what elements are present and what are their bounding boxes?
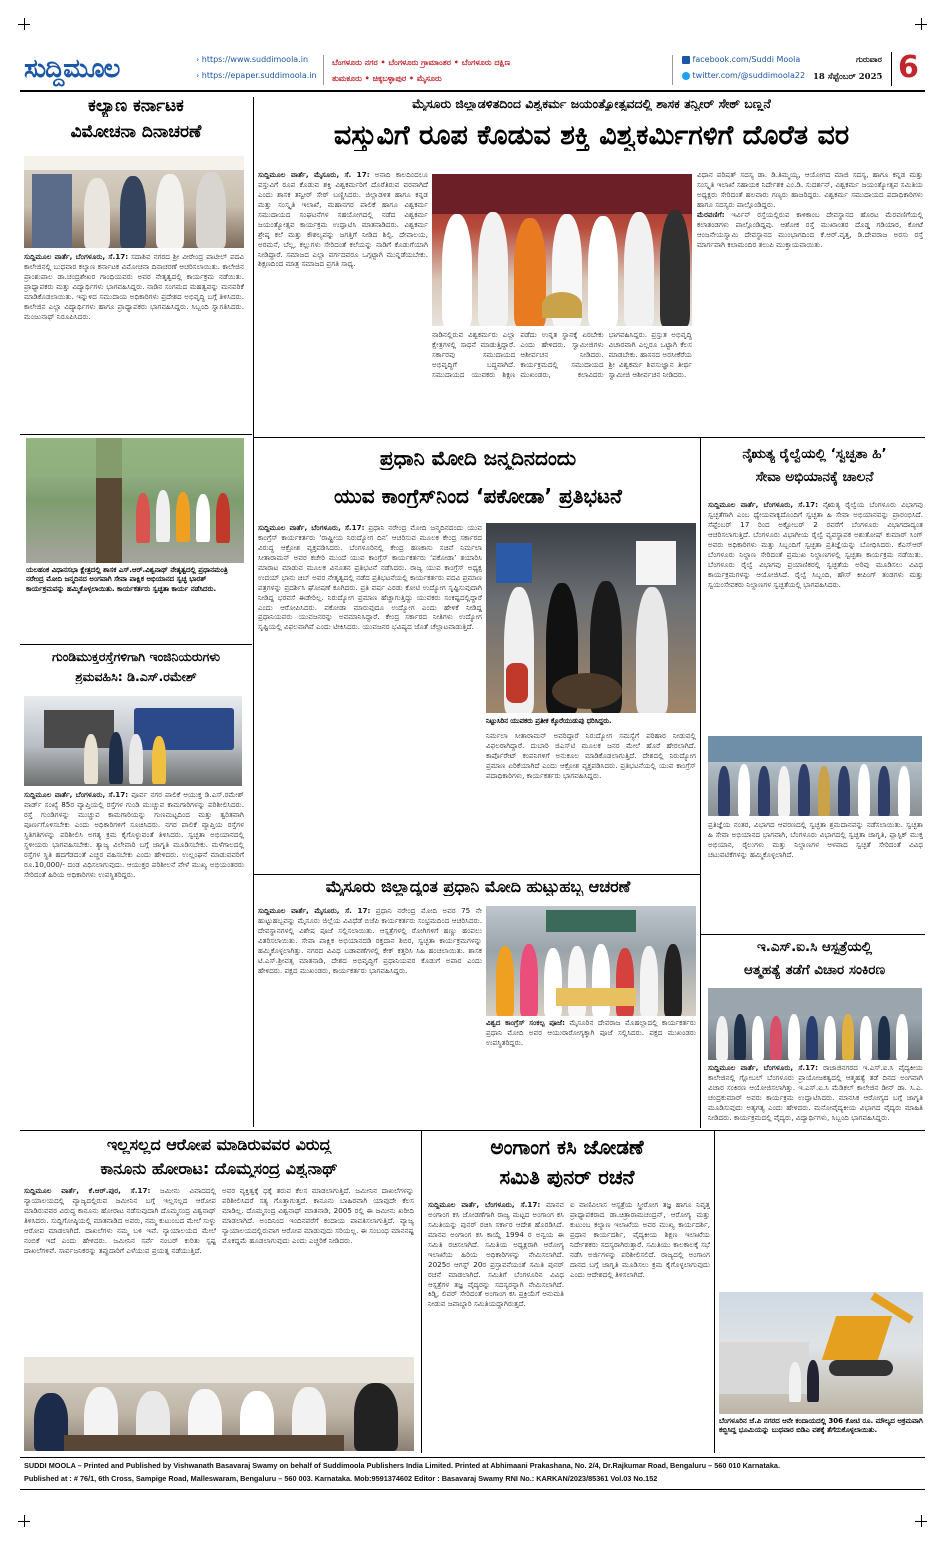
- anganga-headline-2: ಸಮಿತಿ ಪುನರ್ ರಚನೆ: [499, 1166, 635, 1189]
- day-label: ಗುರುವಾರ: [856, 55, 882, 64]
- epaper-link[interactable]: › https://epaper.suddimoola.in: [196, 71, 317, 80]
- pakoda-headline-2: ಯುವ ಕಾಂಗ್ರೆಸ್‌ನಿಂದ ‘ಪಕೋಡಾ’ ಪ್ರತಿಭಟನೆ: [334, 485, 622, 508]
- twitter-link[interactable]: twitter.com/@suddimoola22: [682, 71, 805, 80]
- illasallada-headline-1: ಇಲ್ಲಸಲ್ಲದ ಆರೋಪ ಮಾಡಿರುವವರ ವಿರುದ್ಧ: [106, 1136, 332, 1154]
- yalahanka-photo: [26, 438, 244, 563]
- vishwakarma-body-right: ವಿಧಾನ ಪರಿಷತ್ ಸದಸ್ಯ ಡಾ. ಡಿ.ತಿಮ್ಮಯ್ಯ, ಆಯೋಗದ ಮಾಜಿ ಸದಸ್ಯ, ಹಾಗೂ ಕನ್ನಡ ಮತ್ತು ಸಂಸ್ಕೃತಿ ಇಲಾಖೆ ಸಹಾಯಕ ನಿರ್ದೇಶಕ ಎಂ.ಡಿ. ಸುದರ್ಶನ್, ವಿಶ್ವಕರ್ಮ ಜಯಂತ್ಯೋತ್ಸವ ಸಮಿತಿಯ ಅಧ್ಯಕ್ಷರು ಸೇರಿದಂತೆ ಹಲವಾರು ಗಣ್ಯರು ಹಾಜರಿದ್ದರು. ವಿಶ್ವಕರ್ಮ ಸಮುದಾಯದ ಪದಾಧಿಕಾರಿಗಳು ಹಾಗೂ ಸದಸ್ಯರು ಪಾಲ್ಗೊಂಡಿದ್ದರು. ಮೆರವಣಿಗೆ: ಇರ್ವಿನ್ ರಸ್ತೆಯಲ್ಲಿರುವ ಕಾಳಿಕಾಂಬ ದೇವಸ್ಥಾನದ ಹೊರಟ ಮೆರವಣಿಗೆಯಲ್ಲಿ ಕಲಾತಂಡಗಳು ಪಾಲ್ಗೊಂಡಿದ್ದವು. ಆಶೋಕ ರಸ್ತೆ ಮುಖಾಂತರ ದೊಡ್ಡ ಗಡಿಯಾರ, ಕೋಟೆ ಆಂಜನೇಯಸ್ವಾಮಿ ದೇವಸ್ಥಾನದ ಮುಂಭಾಗದಿಂದ ಕೆ.ಆರ್.ವೃತ್ತ, ಡಿ.ದೇವರಾಜ ಅರಸು ರಸ್ತೆ ಮಾರ್ಗವಾಗಿ ಕಲಾಮಂದಿರ ತಲುಪಿ ಮುಕ್ತಾಯವಾಯಿತು.: [697, 170, 923, 249]
- esic-headline-1: ಇ.ಎಸ್.ಐ.ಸಿ ಆಸ್ಪತ್ರೆಯಲ್ಲಿ: [756, 940, 873, 955]
- illasallada-headline-2: ಕಾನೂನು ಹೋರಾಟ: ದೊಮ್ಮಸಂದ್ರ ವಿಶ್ವನಾಥ್: [100, 1160, 338, 1178]
- swachhata-body-2: ಪ್ರತಿಜ್ಞೆಯ ನಂತರ, ವಿಭಾಗದ ಆವರಣದಲ್ಲಿ ಸ್ವಚ್ಛತಾ ಶ್ರಮದಾನವನ್ನು ನಡೆಸಲಾಯಿತು. ಸ್ವಚ್ಛತಾ ಹಿ ಸೇವಾ ಅಭಿಯಾನದ ಭಾಗವಾಗಿ, ಬೆಂಗಳೂರು ವಿಭಾಗದಲ್ಲಿ ಸ್ವಚ್ಛತಾ ಜಾಗೃತಿ, ಪ್ಲಾಸ್ಟಿಕ್ ಮುಕ್ತ ಅಭಿಯಾನ, ರೈಲುಗಳು ಮತ್ತು ನಿಲ್ದಾಣಗಳ ಆಳವಾದ ಸ್ವಚ್ಛತೆ ಸೇರಿದಂತೆ ವಿವಿಧ ಚಟುವಟಿಕೆಗಳನ್ನು ಹಮ್ಮಿಕೊಳ್ಳಲಾಗಿದೆ.: [708, 820, 923, 859]
- globe-icon: ›: [196, 71, 200, 80]
- footer-imprint-1: SUDDI MOOLA – Printed and Published by Vishwanath Basavaraj Swamy on behalf of Suddimoola Publishers India Limited. Printed at Abhimaani Prakashana, No. 2/4, Dr.Rajkumar Road, Bengaluru – 560 010 Karnataka.: [24, 1461, 780, 1470]
- vishwakarma-photo: [432, 174, 692, 326]
- pakoda-headline-1: ಪ್ರಧಾನಿ ಮೋದಿ ಜನ್ಮದಿನದಂದು: [379, 447, 577, 470]
- facebook-icon: [682, 56, 690, 64]
- pakoda-body-right: ನಿರ್ಮಲಾ ಸೀತಾರಾಮನ್ ಅವರಿದ್ದಾರೆ ನಿರುದ್ಯೋಗ ಸಮಸ್ಯೆಗೆ ಪರಿಹಾರ ನೀಡುವಲ್ಲಿ ವಿಫಲರಾಗಿದ್ದಾರೆ. ದುಬಾರಿ ಜಿಎಸ್‌ಟಿ ಮೂಲಕ ಜನರ ಮೇಲೆ ಹೊರೆ ಹೇರಲಾಗಿದೆ. ಕಾರ್ಪೊರೇಟ್ ಕಂಪನಿಗಳಿಗೆ ಅನುಕೂಲ ಮಾಡಿಕೊಡಲಾಗುತ್ತಿದೆ. ದೇಶದಲ್ಲಿ ನಿರುದ್ಯೋಗ ಪ್ರಮಾಣ ಏರಿಕೆಯಾಗಿದೆ ಎಂದು ಆಕ್ರೋಶ ವ್ಯಕ್ತಪಡಿಸಿದರು. ಪ್ರತಿಭಟನೆಯಲ್ಲಿ ಯುವ ಕಾಂಗ್ರೆಸ್ ಪದಾಧಿಕಾರಿಗಳು, ಕಾರ್ಯಕರ್ತರು ಭಾಗವಹಿಸಿದ್ದರು.: [486, 731, 696, 780]
- mysuru-bday-body: ಸುದ್ದಿಮೂಲ ವಾರ್ತೆ, ಮೈಸೂರು, ಸೆ. 17: ಪ್ರಧಾನಿ ನರೇಂದ್ರ ಮೋದಿ ಅವರ 75 ನೇ ಹುಟ್ಟುಹಬ್ಬವನ್ನು ಮೈಸೂರು ಜಿಲ್ಲೆಯ ವಿವಿಧೆಡೆ ಬಿಜೆಪಿ ಕಾರ್ಯಕರ್ತರು ಸಂಭ್ರಮದಿಂದ ಆಚರಿಸಿದರು. ದೇವಸ್ಥಾನಗಳಲ್ಲಿ ವಿಶೇಷ ಪೂಜೆ ಸಲ್ಲಿಸಲಾಯಿತು. ಆಸ್ಪತ್ರೆಗಳಲ್ಲಿ ರೋಗಿಗಳಿಗೆ ಹಣ್ಣು ಹಂಪಲು ವಿತರಿಸಲಾಯಿತು. ಸೇವಾ ಪಾಕ್ಷಿಕ ಅಭಿಯಾನದಡಿ ರಕ್ತದಾನ ಶಿಬಿರ, ಸ್ವಚ್ಛತಾ ಕಾರ್ಯಕ್ರಮಗಳನ್ನು ಹಮ್ಮಿಕೊಳ್ಳಲಾಗಿತ್ತು. ನಗರದ ವಿವಿಧ ಬಡಾವಣೆಗಳಲ್ಲಿ ಕೇಕ್ ಕತ್ತರಿಸಿ ಸಿಹಿ ಹಂಚಲಾಯಿತು. ಶಾಸಕ ಟಿ.ಎಸ್.ಶ್ರೀವತ್ಸ ಮಾತನಾಡಿ, ದೇಶದ ಅಭಿವೃದ್ಧಿಗೆ ಪ್ರಧಾನಿಯವರ ಕೊಡುಗೆ ಅಪಾರ ಎಂದು ಹೇಳಿದರು. ಪಕ್ಷದ ಮುಖಂಡರು, ಕಾರ್ಯಕರ್ತರು ಭಾಗವಹಿಸಿದ್ದರು.: [258, 906, 482, 975]
- swachhata-headline-2: ಸೇವಾ ಅಭಿಯಾನಕ್ಕೆ ಚಾಲನೆ: [755, 470, 874, 485]
- anganga-headline-1: ಅಂಗಾಂಗ ಕಸಿ ಜೋಡಣೆ: [490, 1136, 644, 1159]
- date-label: 18 ಸೆಪ್ಟೆಂಬರ್ 2025: [813, 72, 883, 82]
- anganga-body-right: ಐ ವಾಣಿವಿಲಾಸ ಆಸ್ಪತ್ರೆಯ ಸ್ತ್ರೀರೋಗ ತಜ್ಞ ಹಾಗೂ ನಿವೃತ್ತ ಪ್ರಾಧ್ಯಾಪಕರಾದ ಡಾ.ಚಿತ್ರಾರಾಮಚಂದ್ರನ್, ಆರೋಗ್ಯ ಮತ್ತು ಕುಟುಂಬ ಕಲ್ಯಾಣ ಇಲಾಖೆಯ ಅವರ ಮುಖ್ಯ ಕಾರ್ಯದರ್ಶಿ, ಪ್ರಧಾನ ಕಾರ್ಯದರ್ಶಿ, ವೈದ್ಯಕೀಯ ಶಿಕ್ಷಣ ಇಲಾಖೆಯ ನಿರ್ದೇಶಕರು ಸದಸ್ಯರಾಗಿರುತ್ತಾರೆ. ಸಮಿತಿಯು ಕಾಲಕಾಲಕ್ಕೆ ಸಭೆ ನಡೆಸಿ ಅರ್ಜಿಗಳನ್ನು ಪರಿಶೀಲಿಸಲಿದೆ. ರಾಜ್ಯದಲ್ಲಿ ಅಂಗಾಂಗ ದಾನದ ಬಗ್ಗೆ ಜಾಗೃತಿ ಮೂಡಿಸಲು ಕ್ರಮ ಕೈಗೊಳ್ಳಲಾಗುವುದು ಎಂದು ಆದೇಶದಲ್ಲಿ ತಿಳಿಸಲಾಗಿದೆ.: [570, 1200, 710, 1279]
- pakoda-photo: [486, 523, 696, 713]
- gundi-photo: [24, 696, 242, 786]
- gundi-body: ಸುದ್ದಿಮೂಲ ವಾರ್ತೆ, ಬೆಂಗಳೂರು, ಸೆ.17: ಪೂರ್ವ ನಗರ ಪಾಲಿಕೆ ಆಯುಕ್ತ ಡಿ.ಎಸ್.ರಮೇಶ್ ವಾರ್ಡ್ ಸಂಖ್ಯೆ 85ರ ವ್ಯಾಪ್ತಿಯಲ್ಲಿ ರಸ್ತೆಗಳ ಗುಂಡಿ ಮುಚ್ಚುವ ಕಾಮಗಾರಿಗಳನ್ನು ಪರಿಶೀಲಿಸಿದರು. ರಸ್ತೆ ಗುಂಡಿಗಳನ್ನು ಮುಚ್ಚುವ ಕಾಮಗಾರಿಯನ್ನು ಗುಣಮಟ್ಟದಿಂದ ಮತ್ತು ತ್ವರಿತವಾಗಿ ಪೂರ್ಣಗೊಳಿಸಬೇಕು ಎಂದು ಅಧಿಕಾರಿಗಳಿಗೆ ಸೂಚಿಸಿದರು. ನಗರ ಪಾಲಿಕೆ ವ್ಯಾಪ್ತಿಯ ರಸ್ತೆಗಳ ಸ್ಥಿತಿಗತಿಗಳನ್ನು ಪರಿಶೀಲಿಸಿ ಅಗತ್ಯ ಕ್ರಮ ಕೈಗೊಳ್ಳುವಂತೆ ತಿಳಿಸಿದರು. ಸ್ವಚ್ಛತಾ ಅಭಿಯಾನದಲ್ಲಿ ಸ್ಥಳೀಯರು ಭಾಗವಹಿಸಬೇಕು. ತ್ಯಾಜ್ಯ ವಿಲೇವಾರಿ ಬಗ್ಗೆ ಜಾಗೃತಿ ಮೂಡಿಸಬೇಕು. ಮಳೆಗಾಲದಲ್ಲಿ ರಸ್ತೆಗಳ ಸ್ಥಿತಿ ಹದಗೆಡದಂತೆ ಎಚ್ಚರ ವಹಿಸಬೇಕು ಎಂದು ಹೇಳಿದರು. ಉಲ್ಲಂಘನೆ ಮಾಡುವವರಿಗೆ ರೂ.10,000/- ದಂಡ ವಿಧಿಸಲಾಗುವುದು. ಆಯುಕ್ತರ ಪರಿಶೀಲನೆ ವೇಳೆ ಮುಖ್ಯ ಅಭಿಯಂತರರು ಸೇರಿದಂತೆ ಹಿರಿಯ ಅಧಿಕಾರಿಗಳು ಉಪಸ್ಥಿತರಿದ್ದರು.: [24, 790, 244, 879]
- swachhata-body: ಸುದ್ದಿಮೂಲ ವಾರ್ತೆ, ಬೆಂಗಳೂರು, ಸೆ.17: ನೈಋತ್ಯ ರೈಲ್ವೆಯ ಬೆಂಗಳೂರು ವಿಭಾಗವು ಸ್ವಚ್ಛತೆಗಾಗಿ ಎಂಬ ಧ್ಯೇಯವಾಕ್ಯದೊಂದಿಗೆ ಸ್ವಚ್ಛತಾ ಹಿ ಸೇವಾ ಅಭಿಯಾನವನ್ನು ಪ್ರಾರಂಭಿಸಿದೆ. ಸೆಪ್ಟೆಂಬರ್ 17 ರಿಂದ ಅಕ್ಟೋಬರ್ 2 ರವರೆಗೆ ಬೆಂಗಳೂರು ವಿಭಾಗದಾದ್ಯಂತ ಆಚರಿಸಲಾಗುತ್ತಿದೆ. ಬೆಂಗಳೂರು ವಿಭಾಗೀಯ ರೈಲ್ವೆ ವ್ಯವಸ್ಥಾಪಕ ಅಶುತೋಷ್ ಕುಮಾರ್ ಸಿಂಗ್ ಅವರು ಅಧಿಕಾರಿಗಳು ಮತ್ತು ಸಿಬ್ಬಂದಿಗೆ ಸ್ವಚ್ಛತಾ ಪ್ರತಿಜ್ಞೆಯನ್ನು ಬೋಧಿಸಿದರು. ಕೆಎಸ್‌ಆರ್ ಬೆಂಗಳೂರು ನಿಲ್ದಾಣ ಸೇರಿದಂತೆ ಪ್ರಮುಖ ನಿಲ್ದಾಣಗಳಲ್ಲಿ ಸ್ವಚ್ಛತಾ ಕಾರ್ಯಕ್ರಮ ನಡೆಯಿತು. ಬೆಂಗಳೂರು ರೈಲ್ವೆ ವಿಭಾಗವು ಪ್ರಯಾಣಿಕರಲ್ಲಿ ಸ್ವಚ್ಛತೆಯ ಅರಿವು ಮೂಡಿಸಲು ವಿವಿಧ ಕಾರ್ಯಕ್ರಮಗಳನ್ನು ಆಯೋಜಿಸಿದೆ. ರೈಲ್ವೆ ಸಿಬ್ಬಂದಿ, ಹೌಸ್ ಕೀಪಿಂಗ್ ತಂಡಗಳು ಮತ್ತು ಸ್ವಯಂಸೇವಕರು ನಿಲ್ದಾಣಗಳ ಸ್ವಚ್ಛತೆಯಲ್ಲಿ ಭಾಗವಹಿಸಿದರು.: [708, 500, 923, 589]
- web-link[interactable]: › https://www.suddimoola.in: [196, 55, 309, 64]
- registration-mark: [18, 18, 30, 30]
- kalyana-photo: [24, 156, 244, 248]
- masthead-logo[interactable]: ಸುದ್ದಿಮೂಲ: [24, 54, 120, 84]
- yalahanka-caption: ಯಲಹಂಕ ವಿಧಾನಸಭಾ ಕ್ಷೇತ್ರದಲ್ಲಿ ಶಾಸಕ ಎಸ್.ಆರ್.ವಿಶ್ವನಾಥ್ ನೇತೃತ್ವದಲ್ಲಿ ಪ್ರಧಾನಮಂತ್ರಿ ನರೇಂದ್ರ ಮೋದಿ ಜನ್ಮದಿನದ ಅಂಗವಾಗಿ ಸೇವಾ ಪಾಕ್ಷಿಕ ಅಭಿಯಾನದ ಸ್ವಚ್ಛ ಭಾರತ್ ಕಾರ್ಯಕ್ರಮವನ್ನು ಹಮ್ಮಿಕೊಳ್ಳಲಾಯಿತು. ಕಾರ್ಯಕರ್ತರು ಸ್ವಚ್ಛತಾ ಕಾರ್ಯ ನಡೆಸಿದರು.: [26, 566, 228, 593]
- twitter-icon: [682, 72, 690, 80]
- pakoda-body: ಸುದ್ದಿಮೂಲ ವಾರ್ತೆ, ಬೆಂಗಳೂರು, ಸೆ.17: ಪ್ರಧಾನಿ ನರೇಂದ್ರ ಮೋದಿ ಜನ್ಮದಿನದಂದು ಯುವ ಕಾಂಗ್ರೆಸ್ ಕಾರ್ಯಕರ್ತರು ‘ರಾಷ್ಟ್ರೀಯ ನಿರುದ್ಯೋಗ ದಿನ’ ಆಚರಿಸುವ ಮೂಲಕ ಕೇಂದ್ರ ಸರ್ಕಾರದ ವಿರುದ್ಧ ಆಕ್ರೋಶ ವ್ಯಕ್ತಪಡಿಸಿದರು. ಬೆಂಗಳೂರಿನಲ್ಲಿ ಕೇಂದ್ರ ಹಣಕಾಸು ಸಚಿವೆ ನಿರ್ಮಲಾ ಸೀತಾರಾಮನ್ ಅವರ ಕಚೇರಿ ಮುಂದೆ ಯುವ ಕಾಂಗ್ರೆಸ್ ಕಾರ್ಯಕರ್ತರು ‘ಪಕೋಡಾ’ ತಯಾರಿಸಿ ಮಾರಾಟ ಮಾಡುವ ಮೂಲಕ ವಿನೂತನ ಪ್ರತಿಭಟನೆ ನಡೆಸಿದರು. ರಾಜ್ಯ ಯುವ ಕಾಂಗ್ರೆಸ್ ಅಧ್ಯಕ್ಷ ಉದಯ್ ಭಾನು ಚಿಬ್ ಅವರ ನೇತೃತ್ವದಲ್ಲಿ ನಡೆದ ಪ್ರತಿಭಟನೆಯಲ್ಲಿ ಕಾರ್ಯಕರ್ತರು ಪದವಿ ಪ್ರಮಾಣ ಪತ್ರಗಳನ್ನು ಪ್ರದರ್ಶಿಸಿ ಘೋಷಣೆ ಕೂಗಿದರು. ಪ್ರತಿ ವರ್ಷ ಎರಡು ಕೋಟಿ ಉದ್ಯೋಗ ಸೃಷ್ಟಿಸುವುದಾಗಿ ನೀಡಿದ್ದ ಭರವಸೆ ಈಡೇರಿಲ್ಲ. ನಿರುದ್ಯೋಗ ಪ್ರಮಾಣ ಹೆಚ್ಚಾಗುತ್ತಿದ್ದು ಯುವಕರು ಸಂಕಷ್ಟದಲ್ಲಿದ್ದಾರೆ ಎಂದು ಆರೋಪಿಸಿದರು. ಪಕೋಡಾ ಮಾರುವುದೂ ಉದ್ಯೋಗ ಎಂದು ಹೇಳಿಕೆ ನೀಡಿದ್ದ ಪ್ರಧಾನಿಯವರು ಯುವಜನರನ್ನು ಅವಮಾನಿಸಿದ್ದಾರೆ. ಕೇಂದ್ರ ಸರ್ಕಾರದ ನೀತಿಗಳು ಉದ್ಯೋಗ ಸೃಷ್ಟಿಯಲ್ಲಿ ವಿಫಲವಾಗಿವೆ ಎಂದು ಟೀಕಿಸಿದರು. ಯುವಜನರ ಭವಿಷ್ಯದ ಜೊತೆ ಚೆಲ್ಲಾಟವಾಡುತ್ತಿದೆ.: [258, 523, 482, 632]
- swachhata-headline-1: ನೈಋತ್ಯ ರೈಲ್ವೆಯಲ್ಲಿ ‘ಸ್ವಚ್ಛತಾ ಹಿ’: [742, 447, 887, 462]
- gundi-headline-1: ಗುಂಡಿಮುಕ್ತರಸ್ತೆಗಳಿಗಾಗಿ ಇಂಜಿನಿಯರುಗಳು: [52, 650, 220, 664]
- kalyana-body: ಸುದ್ದಿಮೂಲ ವಾರ್ತೆ, ಬೆಂಗಳೂರು, ಸೆ.17: ಸದಾಶಿವ ನಗರದ ಶ್ರೀ ವೀರೇಂದ್ರ ಪಾಟೀಲ್ ಪದವಿ ಕಾಲೇಜಿನಲ್ಲಿ ಬುಧವಾರ ಕಲ್ಯಾಣ ಕರ್ನಾಟಕ ವಿಮೋಚನಾ ದಿನಾಚರಣೆ ಆಚರಿಸಲಾಯಿತು. ಕಾಲೇಜಿನ ಪ್ರಾಂಶುಪಾಲ ಡಾ.ಚಂದ್ರಶೇಖರ ಗಾಂಧಿಯವರು ಅವರ ನೇತೃತ್ವದಲ್ಲಿ ಕಾರ್ಯಕ್ರಮ ನಡೆಯಿತು. ಪ್ರಾಧ್ಯಾಪಕರು ಮತ್ತು ವಿದ್ಯಾರ್ಥಿಗಳು ಭಾಗವಹಿಸಿದ್ದರು. ನಾಡಿನ ಸಂಗಮದ ಮಹತ್ವವನ್ನು ಮನವರಿಕೆ ಮಾಡಿಕೊಡಲಾಯಿತು. ಇನ್ನುಳಿದ ಸಮುದಾಯ ಅಧಿಕಾರಿಗಳು ಪ್ರದೇಶದ ಅಭಿವೃದ್ಧಿ ಬಗ್ಗೆ ತಿಳಿಸಿದರು. ಕಾಲೇಜಿನ ಎಲ್ಲಾ ವಿದ್ಯಾರ್ಥಿಗಳು ಹಾಗೂ ಪ್ರಾಧ್ಯಾಪಕರು ಭಾಗವಹಿಸಿದ್ದರು. ಸಿಬ್ಬಂದಿ ಸ್ವಾಗತಿಸಿದರು. ಮಂಜುನಾಥ್ ನಿರೂಪಿಸಿದರು.: [24, 252, 244, 321]
- globe-icon: ›: [196, 55, 200, 64]
- footer-imprint-2: Published at : # 76/1, 6th Cross, Sampige Road, Malleswaram, Bengaluru – 560 003. Karnataka. Mob:9591374602 Editor : Basavaraj Swamy RNI No.: KARKAN/2023/85361 Vol.03 No.152: [24, 1474, 658, 1483]
- masthead: [20, 52, 925, 90]
- kalyana-headline-1: ಕಲ್ಯಾಣ ಕರ್ನಾಟಕ: [88, 97, 184, 116]
- kalyana-headline-2: ವಿಮೋಚನಾ ದಿನಾಚರಣೆ: [70, 123, 202, 142]
- vishwakarma-body-bottom: ನಾಡಿನಲ್ಲಿರುವ ವಿಶ್ವಕರ್ಮರು ಎಲ್ಲಾ ಕ್ಷೇತ್ರಗಳಲ್ಲಿ ಸಾಧನೆ ಮಾಡುತ್ತಿದ್ದಾರೆ. ಸರ್ಕಾರವು ಸಮುದಾಯದ ಅಭಿವೃದ್ಧಿಗೆ ಬದ್ಧವಾಗಿದೆ. ಸಮುದಾಯದ ಯುವಕರು ಶಿಕ್ಷಣ ಪಡೆದು ಉನ್ನತ ಸ್ಥಾನಕ್ಕೆ ಏರಬೇಕು ಎಂದು ಹೇಳಿದರು. ಸ್ವಾಮೀಜಿಗಳು ಆಶೀರ್ವಚನ ನೀಡಿದರು. ಕಾರ್ಯಕ್ರಮದಲ್ಲಿ ಸಮುದಾಯದ ಮುಖಂಡರು, ಕಲಾವಿದರು ಭಾಗವಹಿಸಿದ್ದರು. ಪ್ರಸ್ತುತ ಅಭಿವೃದ್ಧಿ ವಿಚಾರವಾಗಿ ಎಲ್ಲರೂ ಒಟ್ಟಾಗಿ ಕೆಲಸ ಮಾಡಬೇಕು. ಹಾಸನದ ಅರಸೀಕೆರೆಯ ಶ್ರೀ ವಿಶ್ವಕರ್ಮ ಶಿವಸುಜ್ಞಾನ ತೀರ್ಥ ಸ್ವಾಮೀಜಿ ಆಶೀರ್ವಚನ ನೀಡಿದರು.: [432, 330, 692, 379]
- jcb-photo: [719, 1292, 923, 1414]
- mysuru-bday-headline: ಮೈಸೂರು ಜಿಲ್ಲಾದ್ಯಂತ ಪ್ರಧಾನಿ ಮೋದಿ ಹುಟ್ಟುಹಬ್ಬ ಆಚರಣೆ: [325, 878, 631, 896]
- pakoda-photo-caption: ನಿಟ್ಟುಸಿರಿನ ಯುವಕರು ಪ್ರತೀಕ ಕ್ಕೊರೆಯುಡುಪು ಧರಿಸಿದ್ದರು.: [486, 717, 612, 725]
- registration-mark: [915, 1515, 927, 1527]
- illasallada-photo: [24, 1357, 414, 1451]
- facebook-link[interactable]: facebook.com/Suddi Moola: [682, 55, 800, 64]
- esic-body: ಸುದ್ದಿಮೂಲ ವಾರ್ತೆ, ಬೆಂಗಳೂರು, ಸೆ.17: ರಾಜಾಜಿನಗರದ ಇ.ಎಸ್.ಐ.ಸಿ ವೈದ್ಯಕೀಯ ಕಾಲೇಜಿನಲ್ಲಿ ಗ್ಲೋಬಲ್ ಬೆಂಗಳೂರು ಪ್ರಾಯೋಜಕತ್ವದಲ್ಲಿ ಆತ್ಮಹತ್ಯೆ ತಡೆ ದಿನದ ಅಂಗವಾಗಿ ವಿಚಾರ ಸಂಕಿರಣ ಆಯೋಜಿಸಲಾಗಿತ್ತು. ಇ.ಎಸ್.ಐ.ಸಿ ಮೆಡಿಕಲ್ ಕಾಲೇಜಿನ ಡೀನ್ ಡಾ. ಸಿ.ಎ. ಚಂದ್ರಕುಮಾರ್ ಅವರು ಕಾರ್ಯಕ್ರಮ ಉದ್ಘಾಟಿಸಿದರು. ಮಾನಸಿಕ ಆರೋಗ್ಯದ ಬಗ್ಗೆ ಜಾಗೃತಿ ಮೂಡಿಸುವುದು ಅತ್ಯಗತ್ಯ ಎಂದು ಹೇಳಿದರು. ಮನೋವೈದ್ಯಕೀಯ ವಿಭಾಗದ ವೈದ್ಯರು ಮಾಹಿತಿ ನೀಡಿದರು. ಕಾರ್ಯಕ್ರಮದಲ್ಲಿ ವೈದ್ಯರು, ವಿದ್ಯಾರ್ಥಿಗಳು, ಸಿಬ್ಬಂದಿ ಭಾಗವಹಿಸಿದ್ದರು.: [708, 1063, 923, 1122]
- mysuru-bday-photo: [486, 906, 696, 1016]
- illasallada-body-right: ಅವರ ವ್ಯಕ್ತಿತ್ವಕ್ಕೆ ಧಕ್ಕೆ ತರುವ ಕೆಲಸ ಮಾಡಲಾಗುತ್ತಿದೆ. ಜಮೀನಿನ ದಾಖಲೆಗಳನ್ನು ಪರಿಶೀಲಿಸಿದರೆ ಸತ್ಯ ಗೊತ್ತಾಗುತ್ತದೆ. ಕಾನೂನು ಬಾಹಿರವಾಗಿ ಯಾವುದೇ ಕೆಲಸ ಮಾಡಿಲ್ಲ. ದೊಮ್ಮಸಂದ್ರ ವಿಶ್ವನಾಥ್ ಮಾತನಾಡಿ, 2005 ರಲ್ಲಿ ಈ ಜಮೀನು ಖರೀದಿ ಮಾಡಲಾಗಿದೆ. ಅಂದಿನಿಂದ ಇಂದಿನವರೆಗೆ ಕಂದಾಯ ಪಾವತಿಸಲಾಗುತ್ತಿದೆ. ವ್ಯಾಜ್ಯ ನ್ಯಾಯಾಲಯದಲ್ಲಿರುವಾಗ ಆರೋಪ ಮಾಡುವುದು ಸರಿಯಲ್ಲ. ಈ ಸಂಬಂಧ ಮಾನನಷ್ಟ ಮೊಕದ್ದಮೆ ಹೂಡಲಾಗುವುದು ಎಂದು ಎಚ್ಚರಿಕೆ ನೀಡಿದರು.: [222, 1186, 414, 1245]
- illasallada-body: ಸುದ್ದಿಮೂಲ ವಾರ್ತೆ, ಕೆ.ಆರ್.ಪುರ, ಸೆ.17: ಜಮೀನು ವಿವಾದದಲ್ಲಿ ನ್ಯಾಯಾಲಯದಲ್ಲಿ ವ್ಯಾಜ್ಯದಲ್ಲಿರುವ ಜಮೀನಿನ ಬಗ್ಗೆ ಇಲ್ಲಸಲ್ಲದ ಆರೋಪ ಮಾಡಿರುವವರ ವಿರುದ್ಧ ಕಾನೂನು ಹೋರಾಟ ನಡೆಸುವುದಾಗಿ ದೊಮ್ಮಸಂದ್ರ ವಿಶ್ವನಾಥ್ ತಿಳಿಸಿದರು. ಸುದ್ದಿಗೋಷ್ಠಿಯಲ್ಲಿ ಮಾತನಾಡಿದ ಅವರು, ನಮ್ಮ ಕುಟುಂಬದ ಮೇಲೆ ಸುಳ್ಳು ಆರೋಪ ಮಾಡಲಾಗಿದೆ. ದಾಖಲೆಗಳು ನಮ್ಮ ಬಳಿ ಇವೆ. ನ್ಯಾಯಾಲಯದ ಮೇಲೆ ನಂಬಿಕೆ ಇದೆ ಎಂದು ಹೇಳಿದರು. ಜಮೀನಿನ ಸರ್ವೆ ನಂಬರ್ ಕುರಿತು ಸ್ಪಷ್ಟ ದಾಖಲೆಗಳಿವೆ. ಸಾರ್ವಜನಿಕರನ್ನು ತಪ್ಪುದಾರಿಗೆ ಎಳೆಯುವ ಪ್ರಯತ್ನ ನಡೆಯುತ್ತಿದೆ.: [24, 1186, 216, 1255]
- vishwakarma-kicker: ಮೈಸೂರು ಜಿಲ್ಲಾಡಳಿತದಿಂದ ವಿಶ್ವಕರ್ಮ ಜಯಂತ್ಯೋತ್ಸವದಲ್ಲಿ ಶಾಸಕ ತನ್ವೀರ್ ಸೇಠ್ ಬಣ್ಣನೆ: [412, 97, 771, 111]
- vishwakarma-headline: ವಸ್ತುವಿಗೆ ರೂಪ ಕೊಡುವ ಶಕ್ತಿ ವಿಶ್ವಕರ್ಮಿಗಳಿಗೆ ದೊರೆತ ವರ: [333, 120, 850, 151]
- page-number: 6: [898, 50, 919, 85]
- mysuru-bday-photo-caption: ವಿಶ್ವದ ಕಾಂಗ್ರೆಸ್ ಸಂಕಲ್ಪ ಪೂಜೆ: ಮೈಸೂರಿನ ದೇವರಾಜ ಮೊಹಲ್ಲಾದಲ್ಲಿ ಕಾರ್ಯಕರ್ತರು ಪ್ರಧಾನಿ ಮೋದಿ ಅವರ ಆಯುರಾರೋಗ್ಯಕ್ಕಾಗಿ ಪೂಜೆ ಸಲ್ಲಿಸಿದರು. ಪಕ್ಷದ ಮುಖಂಡರು ಉಪಸ್ಥಿತರಿದ್ದರು.: [486, 1018, 696, 1047]
- registration-mark: [915, 18, 927, 30]
- esic-photo: [708, 988, 922, 1060]
- editions-list: ಬೆಂಗಳೂರು ನಗರ • ಬೆಂಗಳೂರು ಗ್ರಾಮಾಂತರ • ಬೆಂಗಳೂರು ದಕ್ಷಿಣ ತುಮಕೂರು • ಚಿಕ್ಕಬಳ್ಳಾಪುರ • ಮೈಸೂರು: [332, 58, 511, 83]
- anganga-body: ಸುದ್ದಿಮೂಲ ವಾರ್ತೆ, ಬೆಂಗಳೂರು, ಸೆ.17: ಮಾನವ ಅಂಗಾಂಗ ಕಸಿ ಜೋಡಣೆಗಾಗಿ ರಾಜ್ಯ ಮಟ್ಟದ ಅಂಗಾಂಗ ಕಸಿ ಸಮಿತಿಯನ್ನು ಪುನರ್ ರಚಿಸಿ ಸರ್ಕಾರ ಆದೇಶ ಹೊರಡಿಸಿದೆ. ಮಾನವ ಅಂಗಾಂಗ ಕಸಿ ಕಾಯ್ದೆ 1994 ರ ಅನ್ವಯ ಈ ಸಮಿತಿ ರಚಿಸಲಾಗಿದೆ. ಸಮಿತಿಯ ಅಧ್ಯಕ್ಷರಾಗಿ ಆರೋಗ್ಯ ಇಲಾಖೆಯ ಹಿರಿಯ ಅಧಿಕಾರಿಗಳನ್ನು ನೇಮಿಸಲಾಗಿದೆ. 2025ರ ಆಗಸ್ಟ್ 20ರ ಪ್ರಸ್ತಾವನೆಯಂತೆ ಸಮಿತಿ ಪುನರ್ ರಚನೆ ಮಾಡಲಾಗಿದೆ. ಸಮಿತಿಗೆ ಬೆಂಗಳೂರಿನ ವಿವಿಧ ಆಸ್ಪತ್ರೆಗಳ ತಜ್ಞ ವೈದ್ಯರನ್ನು ಸದಸ್ಯರನ್ನಾಗಿ ನೇಮಿಸಲಾಗಿದೆ. ಕಿಡ್ನಿ, ಲಿವರ್ ಸೇರಿದಂತೆ ಅಂಗಾಂಗ ಕಸಿ ಪ್ರಕ್ರಿಯೆಗೆ ಅನುಮತಿ ನೀಡುವ ಜವಾಬ್ದಾರಿ ಸಮಿತಿಯದ್ದಾಗಿರುತ್ತದೆ.: [428, 1200, 564, 1309]
- registration-mark: [18, 1515, 30, 1527]
- jcb-caption: ಬೆಂಗಳೂರಿನ ಜೆ.ಪಿ ನಗರದ ಆನೇ ಕಂದಾಯದಲ್ಲಿ 306 ಕೋಟಿ ರೂ. ಮೌಲ್ಯದ ಅಕ್ರಮವಾಗಿ ಕಬ್ಜಿಸಿದ್ದ ಭೂಮಿಯನ್ನು ಬುಧವಾರ ಬಿಡಿಎ ವಶಕ್ಕೆ ತೆಗೆದುಕೊಳ್ಳಲಾಯಿತು.: [719, 1417, 923, 1435]
- gundi-headline-2: ಶ್ರಮವಹಿಸಿ: ಡಿ.ಎಸ್.ರಮೇಶ್: [75, 670, 197, 684]
- swachhata-photo: [708, 736, 922, 816]
- vishwakarma-body-left: ಸುದ್ದಿಮೂಲ ವಾರ್ತೆ, ಮೈಸೂರು, ಸೆ. 17: ಅನಾದಿ ಕಾಲದಿಂದಲೂ ವಸ್ತುವಿಗೆ ರೂಪ ಕೊಡುವ ಶಕ್ತಿ ವಿಶ್ವಕರ್ಮರಿಗೆ ದೊರೆತಿರುವ ವರವಾಗಿದೆ ಎಂದು ಶಾಸಕ ತನ್ವೀರ್ ಸೇಠ್ ಬಣ್ಣಿಸಿದರು. ಜಿಲ್ಲಾಡಳಿತ ಹಾಗೂ ಕನ್ನಡ ಮತ್ತು ಸಂಸ್ಕೃತಿ ಇಲಾಖೆ, ಮಹಾನಗರ ಪಾಲಿಕೆ ಹಾಗೂ ವಿಶ್ವಕರ್ಮ ಸಮುದಾಯದ ಸಂಘಟನೆಗಳ ಸಹಯೋಗದಲ್ಲಿ ನಡೆದ ವಿಶ್ವಕರ್ಮ ಜಯಂತ್ಯೋತ್ಸವ ಕಾರ್ಯಕ್ರಮ ಉದ್ಘಾಟಿಸಿ ಮಾತನಾಡಿದರು. ವಿಶ್ವಕರ್ಮ ಶ್ರೇಷ್ಠ ಕಲೆ ಮತ್ತು ಕೌಶಲ್ಯವನ್ನು ಜಗತ್ತಿಗೆ ನೀಡಿದ ಶಿಲ್ಪಿ. ದೇವಾಲಯ, ಅರಮನೆ, ಬೆಲ್ಲ, ಕಲ್ಲುಗಳು ಸೇರಿದಂತೆ ಕಲೆಯನ್ನು ನಾಡಿಗೆ ಕೊಡುಗೆಯಾಗಿ ನೀಡಿದ್ದಾರೆ. ಸಮಾಜದ ಎಲ್ಲಾ ವರ್ಗದವರೂ ಒಗ್ಗಟ್ಟಾಗಿ ಮುನ್ನಡೆಯಬೇಕು. ಶಿಕ್ಷಣದಿಂದ ಮಾತ್ರ ಸಮಾಜದ ಪ್ರಗತಿ ಸಾಧ್ಯ.: [258, 170, 428, 269]
- esic-headline-2: ಆತ್ಮಹತ್ಯೆ ತಡೆಗೆ ವಿಚಾರ ಸಂಕಿರಣ: [743, 963, 886, 978]
